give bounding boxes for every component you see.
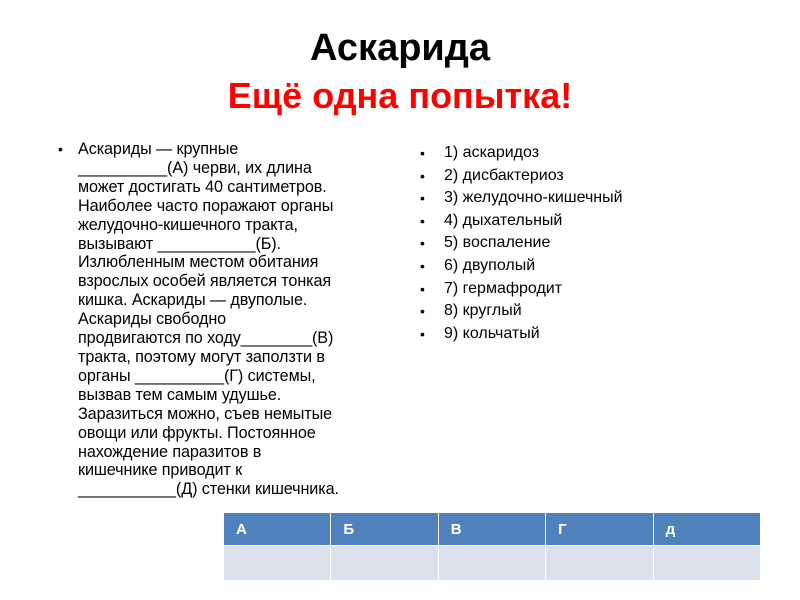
option-item (420, 255, 720, 278)
option-item (420, 232, 720, 255)
answer-cell-a[interactable] (224, 546, 331, 581)
bullet-icon: • (420, 235, 425, 252)
answer-cell-d[interactable] (653, 546, 760, 581)
text-line: желудочно-кишечного тракта, (78, 215, 298, 234)
text-line: вызвав тем самым удушье. (78, 385, 282, 404)
text-line: кишка. Аскариды — двуполые. (78, 291, 308, 310)
answer-header-g: Г (546, 513, 653, 546)
title-subtitle: Ещё одна попытка! (227, 75, 573, 116)
option-item (420, 165, 720, 188)
bullet-icon: • (420, 212, 425, 229)
text-line: Излюбленным местом обитания (78, 253, 319, 272)
bullet-icon: • (420, 303, 425, 320)
text-line: взрослых особей является тонкая (78, 272, 332, 291)
answer-header-d: д (653, 513, 760, 546)
task-text-block (58, 140, 388, 499)
option-label: 3) желудочно-кишечный (444, 189, 623, 207)
text-line: органы __________(Г) системы, (78, 366, 316, 385)
bullet-icon: • (58, 141, 63, 157)
option-label: 8) круглый (444, 302, 522, 320)
option-label: 2) дисбактериоз (444, 166, 564, 184)
answer-header-b: Б (331, 513, 438, 546)
text-line: кишечнике приводит к (78, 461, 243, 480)
text-line: Аскариды свободно (78, 310, 227, 329)
text-line: продвигаются по ходу________(В) (78, 329, 334, 348)
option-label: 4) дыхательный (444, 211, 563, 229)
option-label: 9) кольчатый (444, 324, 540, 342)
text-line: Наиболее часто поражают органы (78, 196, 334, 215)
text-line: нахождение паразитов в (78, 442, 262, 461)
text-line: тракта, поэтому могут заползти в (78, 347, 325, 366)
option-label: 5) воспаление (444, 234, 551, 252)
answer-table-header-row (224, 513, 761, 546)
bullet-icon: • (420, 145, 425, 161)
answer-header-v: В (438, 513, 545, 546)
answer-cell-v[interactable] (438, 546, 545, 581)
option-item (420, 323, 720, 346)
option-item (420, 142, 720, 165)
option-label: 6) двуполый (444, 256, 536, 274)
option-item (420, 187, 720, 210)
answer-cell-g[interactable] (546, 546, 653, 581)
text-line: вызывают ___________(Б). (78, 234, 281, 253)
bullet-icon: • (420, 167, 425, 184)
text-line: ___________(Д) стенки кишечника. (78, 480, 339, 499)
answer-table (223, 512, 761, 581)
option-label: 1) аскаридоз (444, 144, 540, 161)
bullet-icon: • (420, 257, 425, 274)
option-item (420, 300, 720, 323)
bullet-icon: • (420, 280, 425, 297)
options-list (420, 142, 720, 345)
answer-table-row (224, 546, 761, 581)
bullet-icon: • (420, 190, 425, 207)
text-line: Заразиться можно, съев немытые (78, 404, 333, 423)
answer-cell-b[interactable] (331, 546, 438, 581)
option-label: 7) гермафродит (444, 279, 563, 297)
option-item (420, 278, 720, 301)
text-line: __________(А) черви, их длина (78, 158, 312, 177)
option-item (420, 210, 720, 233)
answer-header-a: А (224, 513, 331, 546)
task-paragraph (78, 140, 339, 499)
bullet-icon: • (420, 325, 425, 342)
text-line: овощи или фрукты. Постоянное (78, 423, 316, 442)
text-line: может достигать 40 сантиметров. (78, 177, 327, 196)
text-line: Аскариды — крупные (78, 140, 239, 158)
slide-title (0, 24, 800, 120)
title-main: Аскарида (309, 27, 491, 69)
